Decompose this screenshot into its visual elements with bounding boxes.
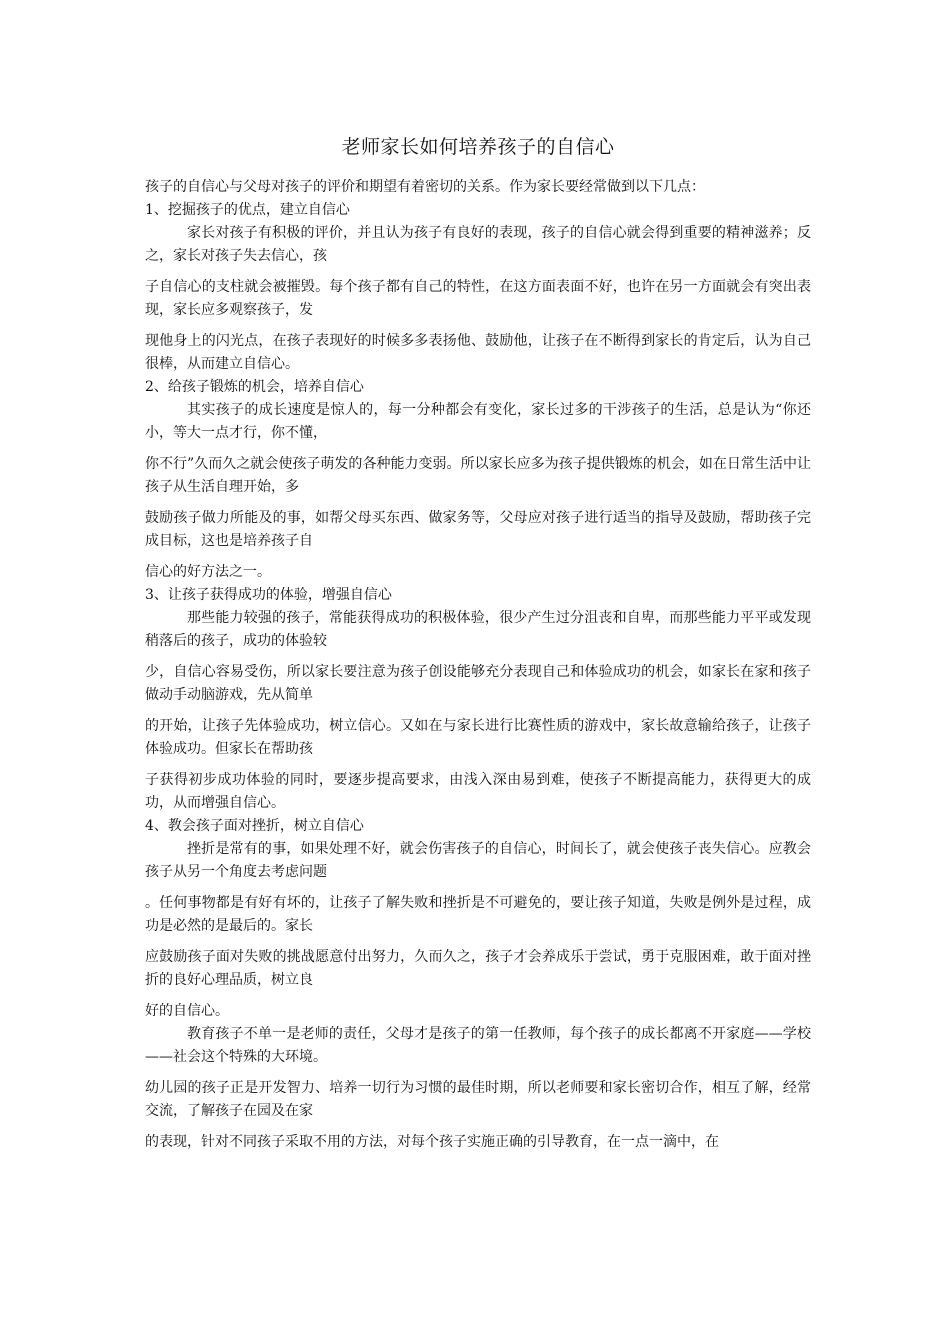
paragraph: 2、给孩子锻炼的机会，培养自信心	[145, 379, 364, 395]
paragraph: 挫折是常有的事，如果处理不好，就会伤害孩子的自信心，时间长了，就会使孩子丧失信心。应教会孩子从另一个角度去考虑问题	[145, 841, 811, 880]
paragraph: 子获得初步成功体验的同时，要逐步提高要求，由浅入深由易到难，使孩子不断提高能力，获得更大的成功，从而增强自信心。	[145, 772, 811, 811]
paragraph: 3、让孩子获得成功的体验，增强自信心	[145, 587, 392, 603]
paragraph: 幼儿园的孩子正是开发智力、培养一切行为习惯的最佳时期，所以老师要和家长密切合作，相互了解，经常交流，了解孩子在园及在家	[145, 1080, 811, 1119]
paragraph: 的开始，让孩子先体验成功，树立信心。又如在与家长进行比赛性质的游戏中，家长故意输给孩子，让孩子体验成功。但家长在帮助孩	[145, 718, 811, 757]
paragraph: 子自信心的支柱就会被摧毁。每个孩子都有自己的特性，在这方面表面不好，也许在另一方面就会有突出表现，家长应多观察孩子，发	[145, 279, 811, 318]
paragraph: 那些能力较强的孩子，常能获得成功的积极体验，很少产生过分沮丧和自卑，而那些能力平平或发现稍落后的孩子，成功的体验较	[145, 610, 811, 649]
paragraph: 1、挖掘孩子的优点，建立自信心	[145, 202, 350, 218]
document-title: 老师家长如何培养孩子的自信心	[341, 136, 615, 158]
paragraph: 4、教会孩子面对挫折，树立自信心	[145, 818, 364, 834]
paragraph: 其实孩子的成长速度是惊人的，每一分种都会有变化，家长过多的干涉孩子的生活，总是认为“你还小，等大一点才行，你不懂，	[145, 402, 811, 441]
paragraph: 孩子的自信心与父母对孩子的评价和期望有着密切的关系。作为家长要经常做到以下几点：	[145, 179, 705, 195]
paragraph: 应鼓励孩子面对失败的挑战愿意付出努力，久而久之，孩子才会养成乐于尝试，勇于克服困难，敢于面对挫折的良好心理品质，树立良	[145, 949, 811, 988]
paragraph: 。任何事物都是有好有坏的，让孩子了解失败和挫折是不可避免的，要让孩子知道，失败是例外是过程，成功是必然的是最后的。家长	[145, 895, 811, 934]
paragraph: 鼓励孩子做力所能及的事，如帮父母买东西、做家务等，父母应对孩子进行适当的指导及鼓励，帮助孩子完成目标，这也是培养孩子自	[145, 510, 811, 549]
paragraph: 少，自信心容易受伤，所以家长要注意为孩子创设能够充分表现自己和体验成功的机会，如家长在家和孩子做动手动脑游戏，先从简单	[145, 664, 811, 703]
paragraph: 好的自信心。	[145, 1003, 229, 1019]
paragraph: 家长对孩子有积极的评价，并且认为孩子有良好的表现，孩子的自信心就会得到重要的精神滋养；反之，家长对孩子失去信心，孩	[145, 225, 811, 264]
document-body	[145, 176, 811, 1154]
paragraph: 教育孩子不单一是老师的责任，父母才是孩子的第一任教师，每个孩子的成长都离不开家庭——学校——社会这个特殊的大环境。	[145, 1026, 811, 1065]
paragraph: 信心的好方法之一。	[145, 564, 271, 580]
document-page	[145, 132, 811, 1154]
paragraph: 你不行”久而久之就会使孩子萌发的各种能力变弱。所以家长应多为孩子提供锻炼的机会，如在日常生活中让孩子从生活自理开始，多	[145, 456, 811, 495]
paragraph: 的表现，针对不同孩子采取不用的方法，对每个孩子实施正确的引导教育，在一点一滴中，在	[145, 1134, 719, 1150]
paragraph: 现他身上的闪光点，在孩子表现好的时候多多表扬他、鼓励他，让孩子在不断得到家长的肯定后，认为自己很棒，从而建立自信心。	[145, 333, 811, 372]
